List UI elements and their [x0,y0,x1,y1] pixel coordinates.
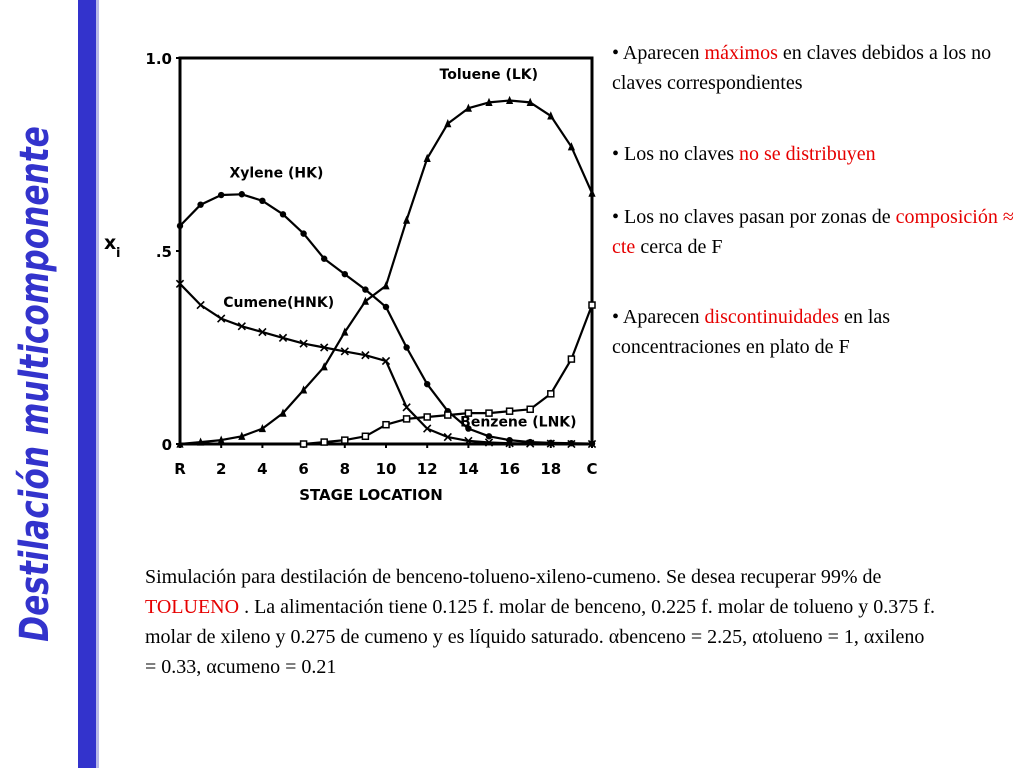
data-point [362,286,368,292]
data-point [197,301,204,308]
data-point [568,356,574,362]
data-point [403,344,409,350]
bullet-composicion: • Los no claves pasan por zonas de composición ≈ cte cerca de F [612,206,1014,258]
data-point [527,406,533,412]
data-point [321,439,327,445]
bullet-maximos: • Aparecen máximos en claves debidos a los no claves correspondientes [612,42,992,94]
side-accent-bar [78,0,96,768]
y-axis-subscript: i [116,246,121,261]
data-point [424,414,430,420]
data-point [382,281,389,289]
y-tick-label: .5 [155,243,172,261]
x-tick-label: 2 [215,460,227,478]
data-point [403,216,410,224]
data-point [259,198,265,204]
x-axis-title: STAGE LOCATION [299,486,443,504]
data-point [342,437,348,443]
data-point [342,271,348,277]
series-label: Benzene (LNK) [460,414,577,431]
data-point [362,433,368,439]
data-point [507,408,513,414]
series-label: Xylene (HK) [229,165,324,182]
x-tick-label: 18 [540,460,562,478]
x-tick-label: R [174,460,186,478]
data-point [383,422,389,428]
data-point [548,391,554,397]
side-accent-edge [96,0,99,768]
data-point [445,412,451,418]
data-point [321,256,327,262]
y-tick-label: 0 [161,436,172,454]
data-point [301,441,307,447]
x-tick-label: 4 [257,460,268,478]
x-tick-label: C [586,460,598,478]
data-point [589,302,595,308]
data-point [177,223,183,229]
series-label: Cumene(HNK) [223,294,335,311]
vertical-title: Destilación multicomponente [12,126,58,642]
x-tick-label: 6 [298,460,309,478]
series-line [180,101,592,445]
bullet-discontinuidades: • Aparecen discontinuidades en las concentraciones en plato de F [612,306,891,358]
data-point [444,119,451,127]
x-tick-label: 14 [457,460,479,478]
data-point [280,211,286,217]
y-axis-title: x [104,232,117,254]
data-point [218,192,224,198]
x-tick-label: 10 [375,460,397,478]
composition-profile-chart [100,30,610,510]
data-point [239,191,245,197]
x-tick-label: 16 [499,460,521,478]
data-point [486,433,492,439]
data-point [404,416,410,422]
data-point [197,201,203,207]
bullet-no-distribuyen: • Los no claves no se distribuyen [612,143,876,165]
y-tick-label: 1.0 [145,50,172,68]
x-tick-label: 12 [416,460,438,478]
data-point [383,304,389,310]
simulation-caption: Simulación para destilación de benceno-tolueno-xileno-cumeno. Se desea recuperar 99% de TOLUENO . La alimentación tiene 0.125 f. molar de benceno, 0.225 f. molar de tolueno y 0.375 f. molar de xileno y 0.275 de cumeno y es líquido saturado. αbenceno = 2.25, αtolueno = 1, αxileno = 0.33, αcumeno = 0.21 [145,566,935,678]
plot-frame [180,58,592,444]
data-point [300,230,306,236]
data-point [424,381,430,387]
x-tick-label: 8 [339,460,351,478]
series-label: Toluene (LK) [439,67,539,84]
